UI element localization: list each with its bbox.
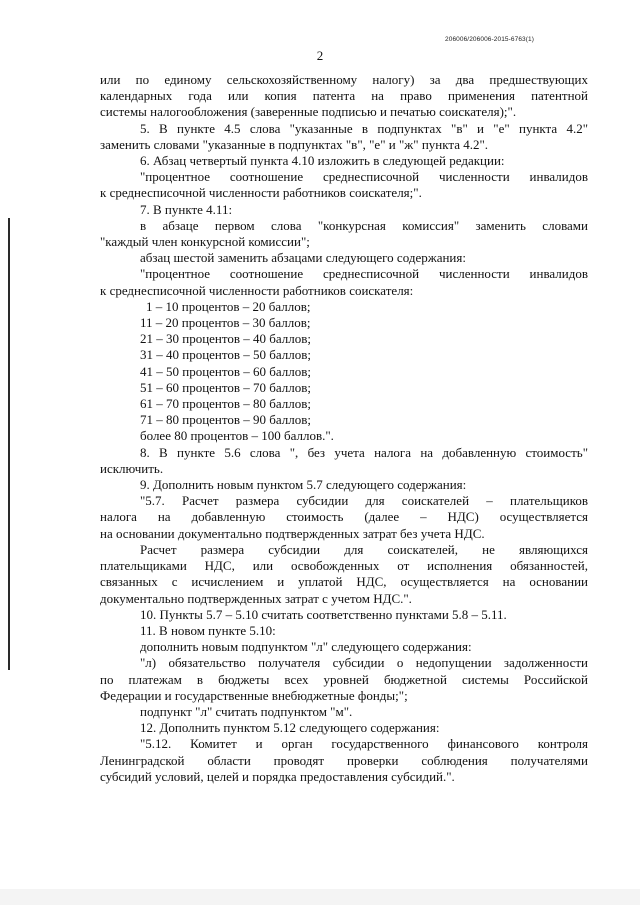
text-line: календарных года или копия патента на право применения патентной <box>100 88 588 104</box>
text-line: "5.12. Комитет и орган государственного финансового контроля <box>140 736 588 752</box>
text-line: плательщиками НДС, или освобожденных от исполнения обязанностей, <box>100 558 588 574</box>
score-line: более 80 процентов – 100 баллов.". <box>140 428 334 444</box>
text-line: 8. В пункте 5.6 слова ", без учета налога на добавленную стоимость" <box>140 444 588 460</box>
text-line: "5.7. Расчет размера субсидии для соискателей – плательщиков <box>140 493 588 509</box>
text-line: 7. В пункте 4.11: <box>140 201 233 217</box>
text-line: "л) обязательство получателя субсидии о недопущении задолженности <box>140 655 588 671</box>
text-line: "процентное соотношение среднесписочной численности инвалидов <box>140 169 588 185</box>
text-line: "процентное соотношение среднесписочной численности инвалидов <box>140 266 588 282</box>
score-line: 21 – 30 процентов – 40 баллов; <box>140 331 312 347</box>
text-line: 11. В новом пункте 5.10: <box>140 622 276 638</box>
text-line: 12. Дополнить пунктом 5.12 следующего содержания: <box>140 720 440 736</box>
score-line: 31 – 40 процентов – 50 баллов; <box>140 347 312 363</box>
scan-bottom-edge <box>0 889 640 905</box>
page-number: 2 <box>316 48 324 63</box>
text-line: исключить. <box>100 460 164 476</box>
text-line: в абзаце первом слова "конкурсная комиссия" заменить словами <box>140 217 588 233</box>
text-line: субсидий условий, целей и порядка предоставления субсидий.". <box>100 768 455 784</box>
score-line: 41 – 50 процентов – 60 баллов; <box>140 363 312 379</box>
text-line: документально подтвержденных затрат с учетом НДС.". <box>100 590 412 606</box>
text-line: дополнить новым подпунктом "л" следующего содержания: <box>140 639 472 655</box>
score-line: 71 – 80 процентов – 90 баллов; <box>140 412 312 428</box>
score-line: 11 – 20 процентов – 30 баллов; <box>140 315 311 331</box>
document-code: 206006/206006-2015-6763(1) <box>445 36 534 43</box>
text-line: 10. Пункты 5.7 – 5.10 считать соответственно пунктами 5.8 – 5.11. <box>140 606 507 622</box>
text-line: 5. В пункте 4.5 слова "указанные в подпунктах "в" и "е" пункта 4.2" <box>140 120 588 136</box>
text-line: по платежам в бюджеты всех уровней бюджетной системы Российской <box>100 671 588 687</box>
text-line: Ленинградской области проводят проверки соблюдения получателями <box>100 752 588 768</box>
text-line: системы налогообложения (заверенные подписью и печатью соискателя);". <box>100 104 517 120</box>
score-line: 1 – 10 процентов – 20 баллов; <box>146 298 311 314</box>
text-line: или по единому сельскохозяйственному налогу) за два предшествующих <box>100 72 588 87</box>
scan-margin-mark <box>8 218 10 670</box>
text-line: абзац шестой заменить абзацами следующего содержания: <box>140 250 466 266</box>
document-body <box>100 72 588 785</box>
text-line: к среднесписочной численности работников соискателя: <box>100 282 414 298</box>
text-line: Расчет размера субсидии для соискателей, не являющихся <box>140 541 588 557</box>
text-line: 6. Абзац четвертый пункта 4.10 изложить в следующей редакции: <box>140 153 505 169</box>
text-line: заменить словами "указанные в подпунктах "в", "е" и "ж" пункта 4.2". <box>100 136 489 152</box>
text-line: 9. Дополнить новым пунктом 5.7 следующего содержания: <box>140 477 467 493</box>
text-line: подпункт "л" считать подпунктом "м". <box>140 703 353 719</box>
score-line: 61 – 70 процентов – 80 баллов; <box>140 396 312 412</box>
text-line: к среднесписочной численности работников соискателя;". <box>100 185 422 201</box>
text-line: налога на добавленную стоимость (далее – НДС) осуществляется <box>100 509 588 525</box>
text-line: Федерации и государственные внебюджетные фонды;"; <box>100 687 408 703</box>
text-line: на основании документально подтвержденных затрат без учета НДС. <box>100 525 485 541</box>
score-line: 51 – 60 процентов – 70 баллов; <box>140 379 312 395</box>
text-line: связанных с исчислением и уплатой НДС, осуществляется на основании <box>100 574 588 590</box>
text-line: "каждый член конкурсной комиссии"; <box>100 234 310 250</box>
